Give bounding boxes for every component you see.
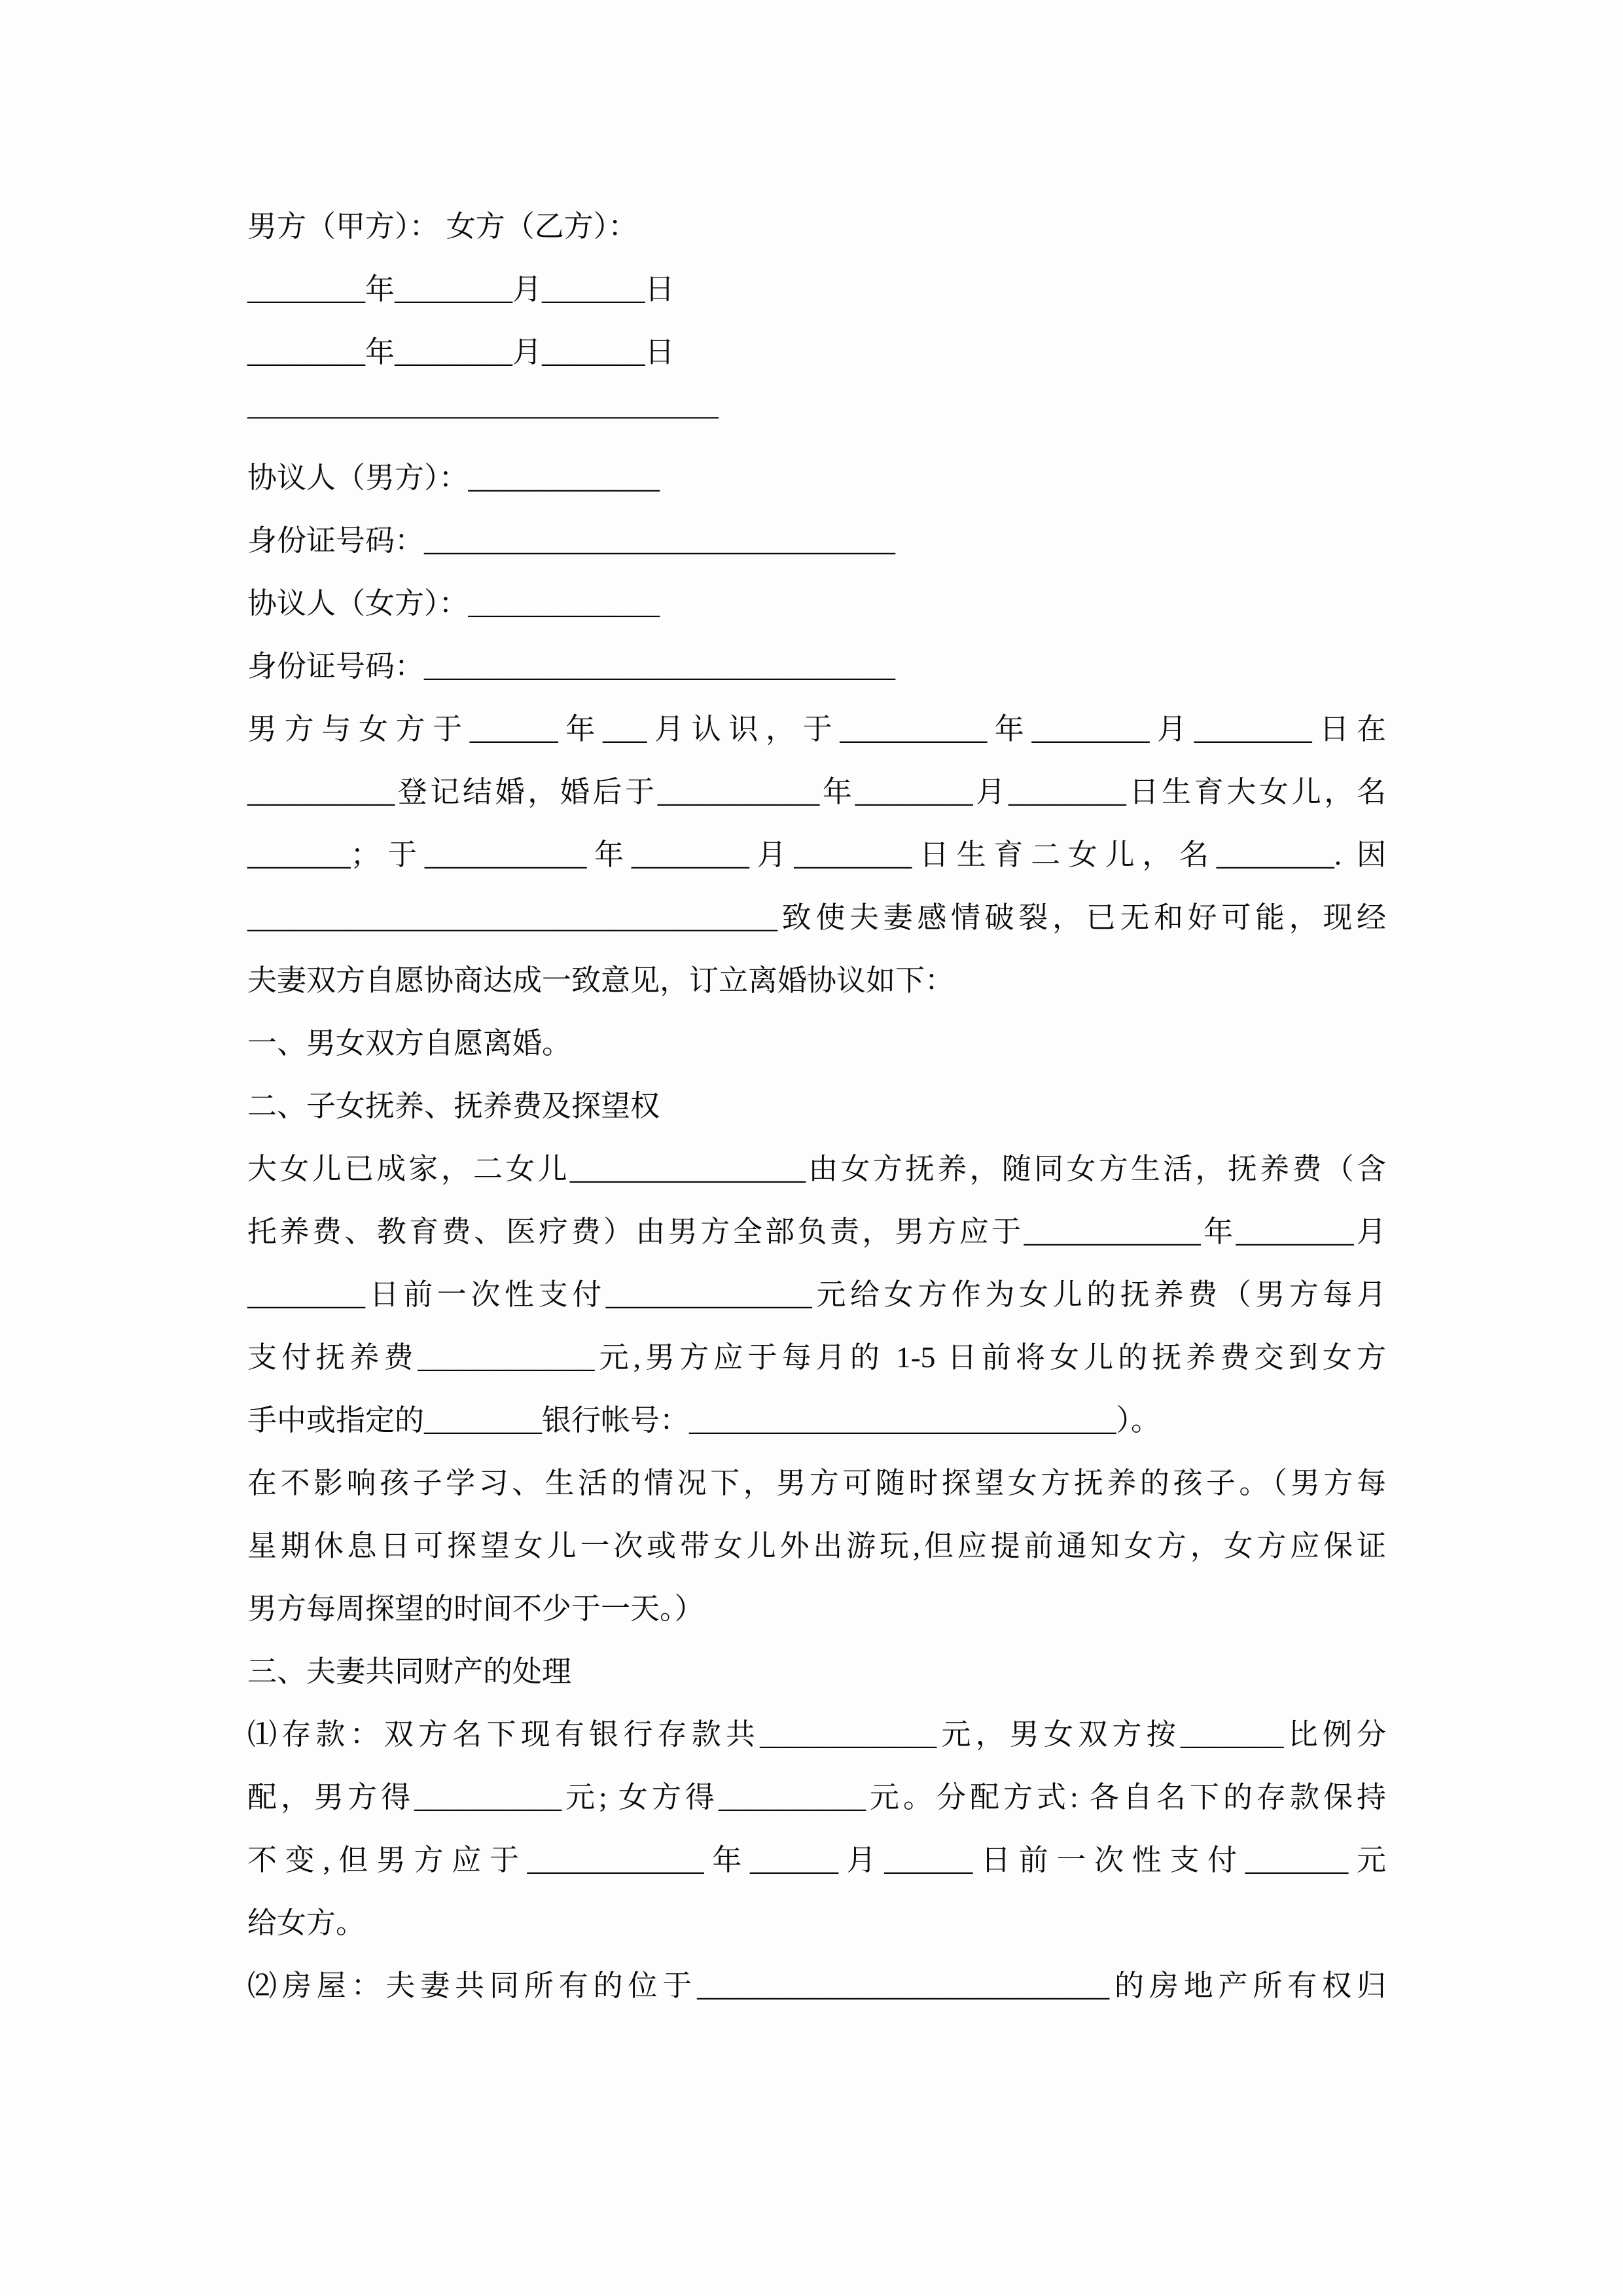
line-house-property: ⑵房屋：夫妻共同所有的位于____________________________的房地产所有权归 [247,1969,1386,2002]
line-deposits-2: 配，男方得__________元; 女方得__________元。分配方式: 各自名下的存款保持 [247,1781,1386,1814]
line-custody-2: 托养费、教育费、医疗费）由男方全部负责，男方应于____________年________月 [247,1215,1386,1248]
line-separator-dashes: ———————————————— [247,399,719,431]
line-date-blank-2: ________年________月_______日 [247,336,675,368]
line-marriage-history-1: 男方与女方于______年___月认识，于__________年________月________日在 [247,713,1386,745]
line-visitation-2: 星期休息日可探望女儿一次或带女儿外出游玩,但应提前通知女方，女方应保证 [247,1530,1386,1562]
line-custody-3: ________日前一次性支付______________元给女方作为女儿的抚养费（男方每月 [247,1278,1386,1311]
line-party-b-name-field: 协议人（女方）：_____________ [247,587,660,620]
line-clause-1-divorce: 一、男女双方自愿离婚。 [247,1027,572,1060]
line-visitation-1: 在不影响孩子学习、生活的情况下，男方可随时探望女方抚养的孩子。（男方每 [247,1467,1386,1499]
line-custody-1: 大女儿已成家，二女儿________________由女方抚养，随同女方生活，抚养费（含 [247,1153,1386,1185]
line-marriage-history-4: ____________________________________致使夫妻感情破裂，已无和好可能，现经 [247,901,1386,934]
line-party-b-id-field: 身份证号码：________________________________ [247,650,896,683]
document-content [247,195,1386,2017]
line-deposits-1: ⑴存款：双方名下现有银行存款共____________元，男女双方按_______比例分 [247,1718,1386,1751]
line-party-a-name-field: 协议人（男方）：_____________ [247,461,660,494]
line-clause-3-heading: 三、夫妻共同财产的处理 [247,1655,572,1688]
line-deposits-3: 不变,但男方应于____________年______月______日前一次性支付_______元 [247,1844,1386,1876]
line-party-names-header: 男方（甲方）： 女方（乙方）： [247,210,638,243]
line-visitation-3: 男方每周探望的时间不少于一天。） [247,1592,704,1625]
line-marriage-history-2: __________登记结婚，婚后于___________年________月________日生育大女儿，名 [247,776,1386,808]
line-marriage-history-3: _______；于___________年________月________日生育二女儿，名________. 因 [247,838,1386,871]
line-clause-2-heading: 二、子女抚养、抚养费及探望权 [247,1090,660,1122]
line-custody-5-bank-account: 手中或指定的________银行帐号：_____________________________）。 [247,1404,1161,1437]
line-agreement-intro: 夫妻双方自愿协商达成一致意见，订立离婚协议如下： [247,964,955,997]
line-date-blank-1: ________年________月_______日 [247,273,675,306]
line-party-a-id-field: 身份证号码：________________________________ [247,524,896,557]
line-custody-4: 支付抚养费____________元,男方应于每月的 1-5 日前将女儿的抚养费交到女方 [247,1341,1386,1374]
line-deposits-4: 给女方。 [247,1907,366,1939]
